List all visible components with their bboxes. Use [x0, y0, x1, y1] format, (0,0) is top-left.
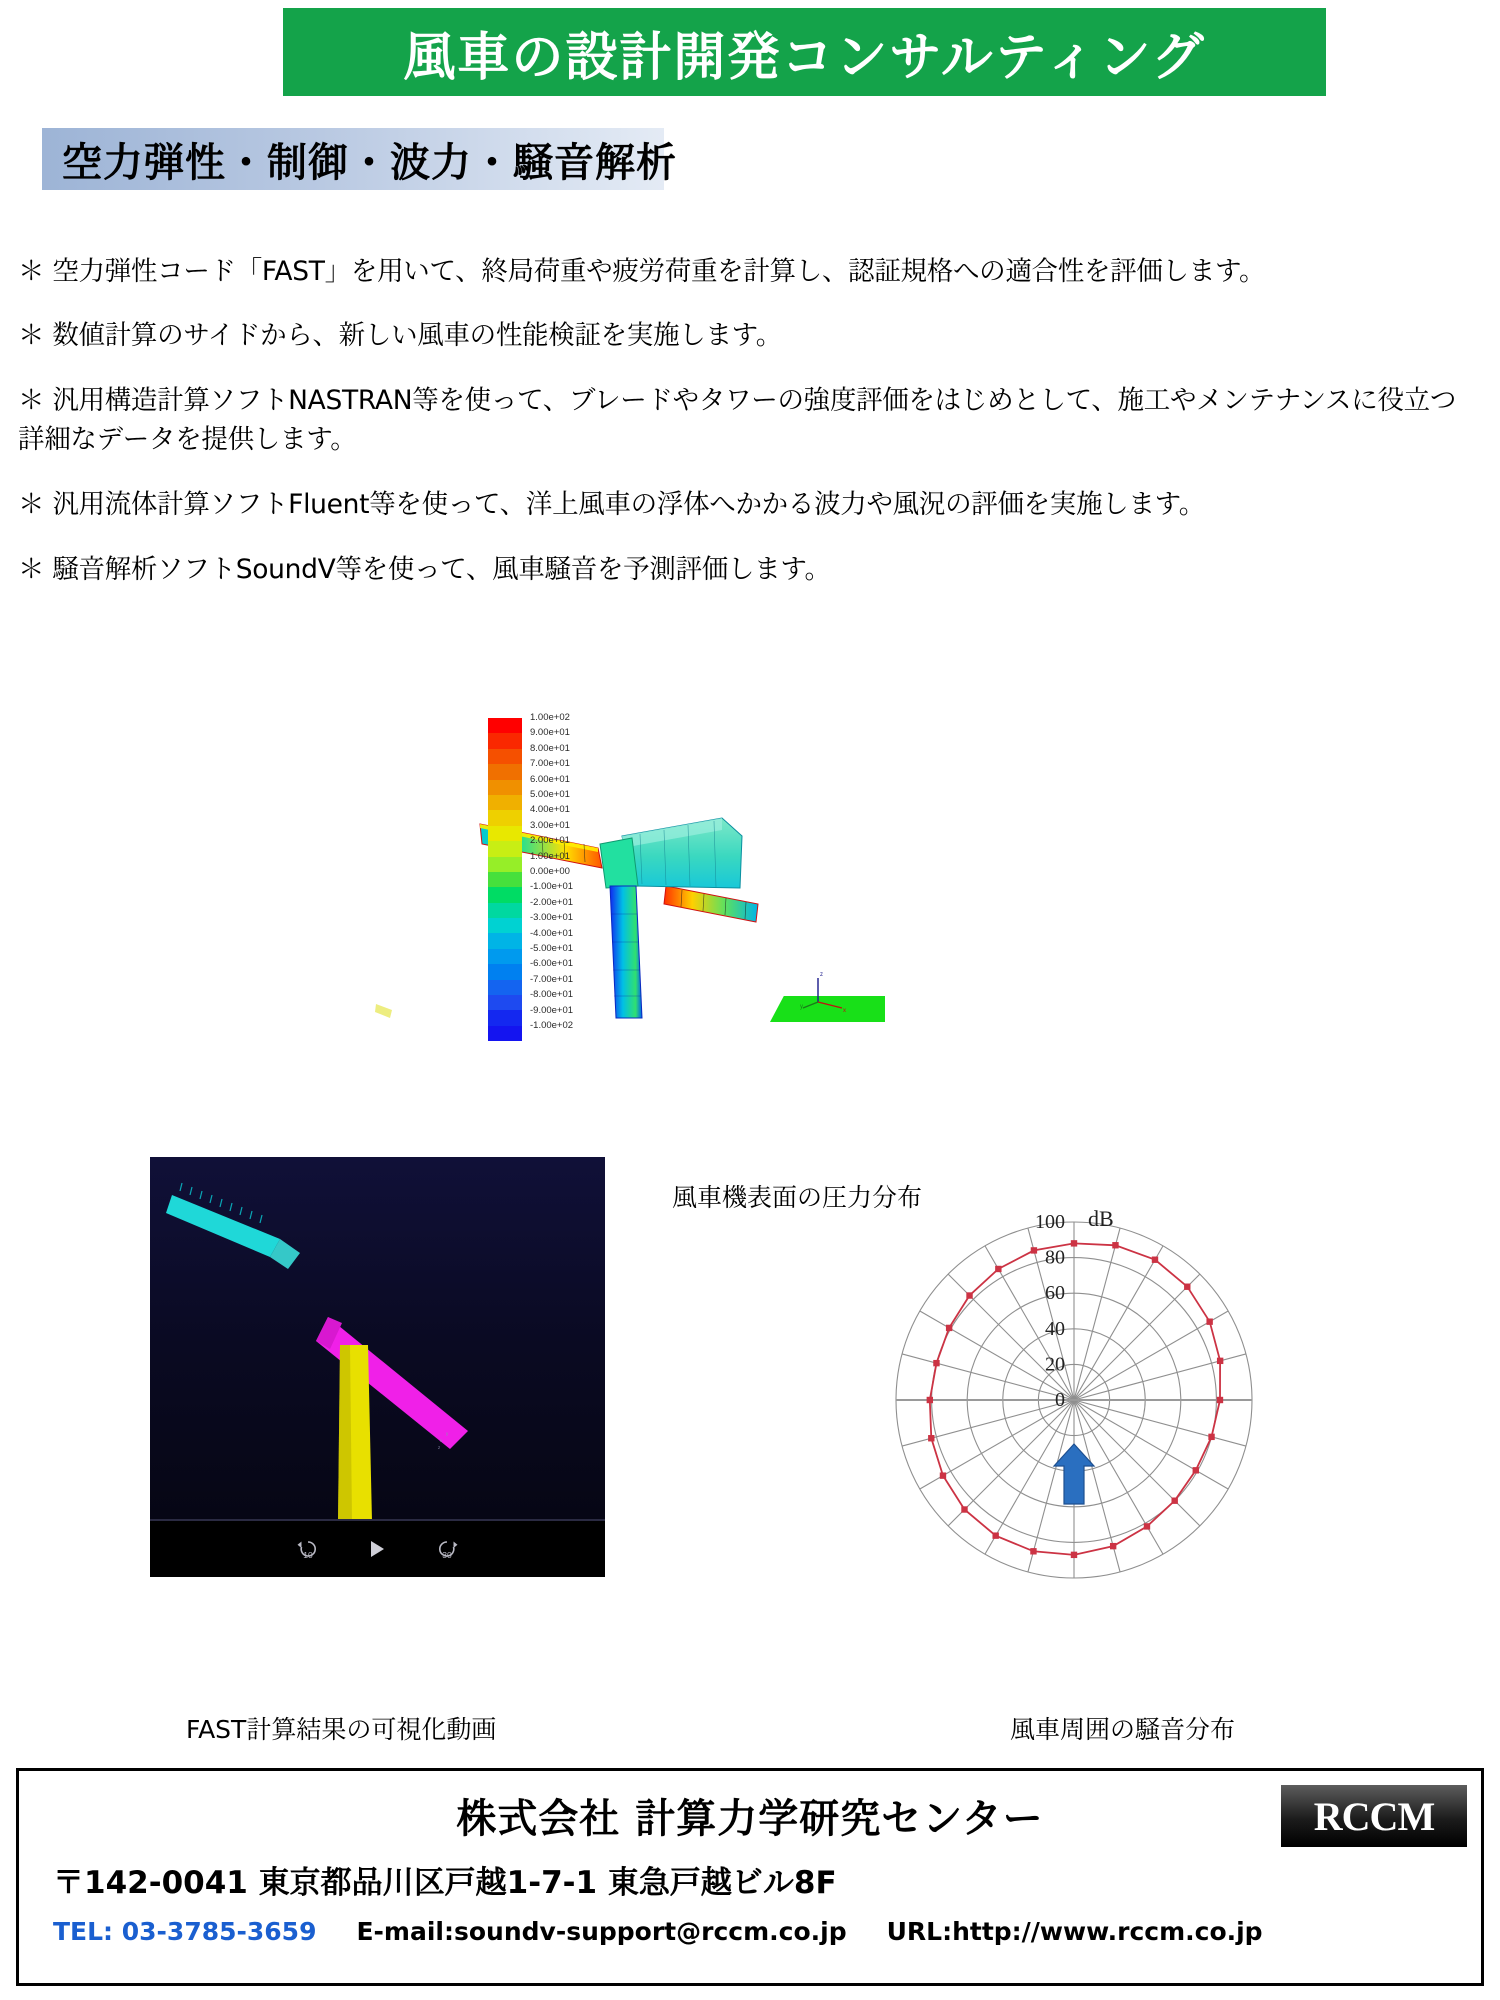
- colorbar-tick-label: -2.00e+01: [530, 896, 574, 908]
- footer-panel: [16, 1768, 1484, 1986]
- polar-data-marker: [1071, 1552, 1077, 1558]
- company-name: 株式会社 計算力学研究センター: [456, 1796, 1044, 1842]
- colorbar-segment: [488, 1010, 522, 1025]
- polar-grid-spoke: [1074, 1400, 1228, 1489]
- colorbar-tick-label: 2.00e+01: [530, 835, 570, 847]
- polar-data-marker: [966, 1292, 972, 1298]
- polar-data-marker: [933, 1360, 939, 1366]
- bullet-item: ＊ 空力弾性コード「FAST」を用いて、終局荷重や疲労荷重を計算し、認証規格への適合性を評価します。: [18, 255, 1266, 287]
- polar-data-marker: [1152, 1257, 1158, 1263]
- forward-30-icon[interactable]: [436, 1538, 458, 1561]
- colorbar-tick-label: -5.00e+01: [530, 943, 574, 954]
- email-address[interactable]: E-mail:soundv-support@rccm.co.jp: [356, 1917, 847, 1946]
- polar-grid-spoke: [1074, 1274, 1200, 1400]
- colorbar-segment: [488, 887, 522, 902]
- colorbar-segment: [488, 933, 522, 948]
- forward-seconds-label: 30: [442, 1549, 452, 1560]
- colorbar-segment: [488, 749, 522, 764]
- contact-row: [53, 1917, 1453, 1946]
- polar-data-marker: [928, 1435, 934, 1441]
- colorbar: [488, 718, 522, 1026]
- polar-grid-spoke: [985, 1400, 1074, 1554]
- polar-data-marker: [1171, 1497, 1177, 1503]
- figure-noise-polar-chart: [868, 1200, 1288, 1600]
- rccm-logo: [1281, 1785, 1467, 1847]
- colorbar-segment: [488, 733, 522, 748]
- colorbar-tick-label: -1.00e+02: [530, 1020, 574, 1031]
- polar-radial-tick-label: 40: [1045, 1317, 1065, 1340]
- bullet-item: ＊ 汎用構造計算ソフトNASTRAN等を使って、ブレードやタワーの強度評価をはじめとして、施工やメンテナンスに役立つ詳細なデータを提供します。: [18, 385, 1457, 455]
- colorbar-tick-label: -8.00e+01: [530, 989, 574, 1001]
- bullet-item: ＊ 数値計算のサイドから、新しい風車の性能検証を実施します。: [18, 320, 782, 352]
- polar-chart-canvas: [868, 1200, 1288, 1600]
- colorbar-tick-label: 1.00e+02: [530, 712, 570, 723]
- polar-radial-tick-label: 60: [1045, 1282, 1065, 1305]
- colorbar-segment: [488, 964, 522, 979]
- colorbar-tick-label: -1.00e+01: [530, 881, 574, 893]
- page-title: 風車の設計開発コンサルティング: [403, 27, 1206, 88]
- rewind-10-icon[interactable]: [297, 1538, 319, 1561]
- caption-fast-visualization: FAST計算結果の可視化動画: [186, 1715, 497, 1744]
- polar-grid-spoke: [1074, 1246, 1163, 1400]
- svg-text:x: x: [440, 1438, 443, 1443]
- axis-triad-icon: [800, 968, 850, 1014]
- colorbar-segment: [488, 780, 522, 795]
- colorbar-tick-label: 8.00e+01: [530, 742, 570, 754]
- figure-fast-visualization: [150, 1157, 605, 1577]
- polar-grid-spoke: [1074, 1400, 1200, 1526]
- svg-text:y: y: [800, 1004, 803, 1010]
- colorbar-segment: [488, 810, 522, 825]
- colorbar-segment: [488, 857, 522, 872]
- colorbar-tick-label: -9.00e+01: [530, 1004, 574, 1016]
- polar-grid-spoke: [1074, 1228, 1120, 1400]
- polar-data-marker: [961, 1506, 967, 1512]
- colorbar-tick-label: 5.00e+01: [530, 789, 570, 800]
- polar-data-marker: [995, 1266, 1001, 1272]
- colorbar-segment: [488, 795, 522, 810]
- telephone-number[interactable]: TEL: 03-3785-3659: [53, 1917, 317, 1946]
- colorbar-tick-label: -7.00e+01: [530, 973, 574, 985]
- fast-turbine-render: [150, 1157, 605, 1577]
- polar-data-marker: [1206, 1318, 1212, 1324]
- colorbar-segment: [488, 903, 522, 918]
- bullet-item: ＊ 騒音解析ソフトSoundV等を使って、風車騒音を予測評価します。: [18, 553, 831, 585]
- polar-radial-tick-label: 0: [1055, 1389, 1065, 1411]
- colorbar-segment: [488, 1026, 522, 1041]
- colorbar-segment: [488, 872, 522, 887]
- polar-radial-tick-label: 20: [1045, 1353, 1065, 1376]
- figure-pressure-contour: [370, 712, 930, 1048]
- polar-data-marker: [927, 1397, 933, 1403]
- polar-data-marker: [1193, 1467, 1199, 1473]
- svg-text:y: y: [446, 1431, 449, 1436]
- polar-data-marker: [1031, 1247, 1037, 1253]
- play-icon[interactable]: [371, 1541, 384, 1557]
- colorbar-tick-label: 0.00e+00: [530, 866, 570, 877]
- colorbar-tick-label: 7.00e+01: [530, 758, 570, 770]
- polar-unit-label: dB: [1088, 1206, 1114, 1231]
- colorbar-tick-label: -6.00e+01: [530, 958, 574, 970]
- colorbar-tick-label: 1.00e+01: [530, 850, 570, 862]
- rccm-logo-text: RCCM: [1313, 1793, 1435, 1839]
- colorbar-tick-label: -3.00e+01: [530, 912, 574, 924]
- polar-data-marker: [946, 1325, 952, 1331]
- company-address: 〒142-0041 東京都品川区戸越1-7-1 東急戸越ビル8F: [53, 1865, 837, 1901]
- colorbar-segment: [488, 718, 522, 733]
- colorbar-segment: [488, 995, 522, 1010]
- polar-data-marker: [1217, 1397, 1223, 1403]
- polar-data-marker: [1110, 1543, 1116, 1549]
- bullet-item: ＊ 汎用流体計算ソフトFluent等を使って、洋上風車の浮体へかかる波力や風況の評価を実施します。: [18, 488, 1205, 520]
- colorbar-tick-label: -4.00e+01: [530, 927, 574, 939]
- polar-data-marker: [1112, 1242, 1118, 1248]
- svg-text:z: z: [820, 972, 823, 978]
- colorbar-tick-label: 6.00e+01: [530, 773, 570, 785]
- polar-radial-tick-label: 80: [1045, 1246, 1065, 1269]
- svg-text:z: z: [438, 1445, 441, 1450]
- polar-radial-tick-label: 100: [1035, 1211, 1065, 1233]
- polar-data-marker: [992, 1532, 998, 1538]
- header-banner: [283, 8, 1326, 96]
- colorbar-segment: [488, 841, 522, 856]
- caption-noise-polar: 風車周囲の騒音分布: [1010, 1715, 1236, 1744]
- bullet-list: [18, 226, 1478, 615]
- polar-data-marker: [1030, 1548, 1036, 1554]
- colorbar-tick-label: 3.00e+01: [530, 819, 570, 831]
- polar-grid-spoke: [1074, 1400, 1246, 1446]
- colorbar-tick-label: 4.00e+01: [530, 804, 570, 816]
- colorbar-tick-label: 9.00e+01: [530, 727, 570, 739]
- website-url[interactable]: URL:http://www.rccm.co.jp: [886, 1917, 1263, 1946]
- video-control-bar[interactable]: [150, 1521, 605, 1577]
- polar-grid-spoke: [1074, 1311, 1228, 1400]
- colorbar-segment: [488, 918, 522, 933]
- polar-data-marker: [1184, 1284, 1190, 1290]
- colorbar-segment: [488, 764, 522, 779]
- polar-data-marker: [1144, 1523, 1150, 1529]
- rewind-seconds-label: 10: [303, 1549, 313, 1560]
- colorbar-labels: [530, 712, 620, 1034]
- polar-data-marker: [1217, 1358, 1223, 1364]
- polar-grid-spoke: [1074, 1400, 1163, 1554]
- colorbar-segment: [488, 980, 522, 995]
- polar-data-marker: [1208, 1434, 1214, 1440]
- section-heading-label: 空力弾性・制御・波力・騒音解析: [62, 139, 677, 186]
- polar-grid-spoke: [902, 1400, 1074, 1446]
- caption-pressure-contour: 風車機表面の圧力分布: [672, 1183, 923, 1212]
- section-heading: [42, 128, 677, 190]
- colorbar-segment: [488, 949, 522, 964]
- colorbar-segment: [488, 826, 522, 841]
- polar-data-marker: [1071, 1240, 1077, 1246]
- svg-text:x: x: [843, 1008, 846, 1014]
- polar-data-marker: [940, 1472, 946, 1478]
